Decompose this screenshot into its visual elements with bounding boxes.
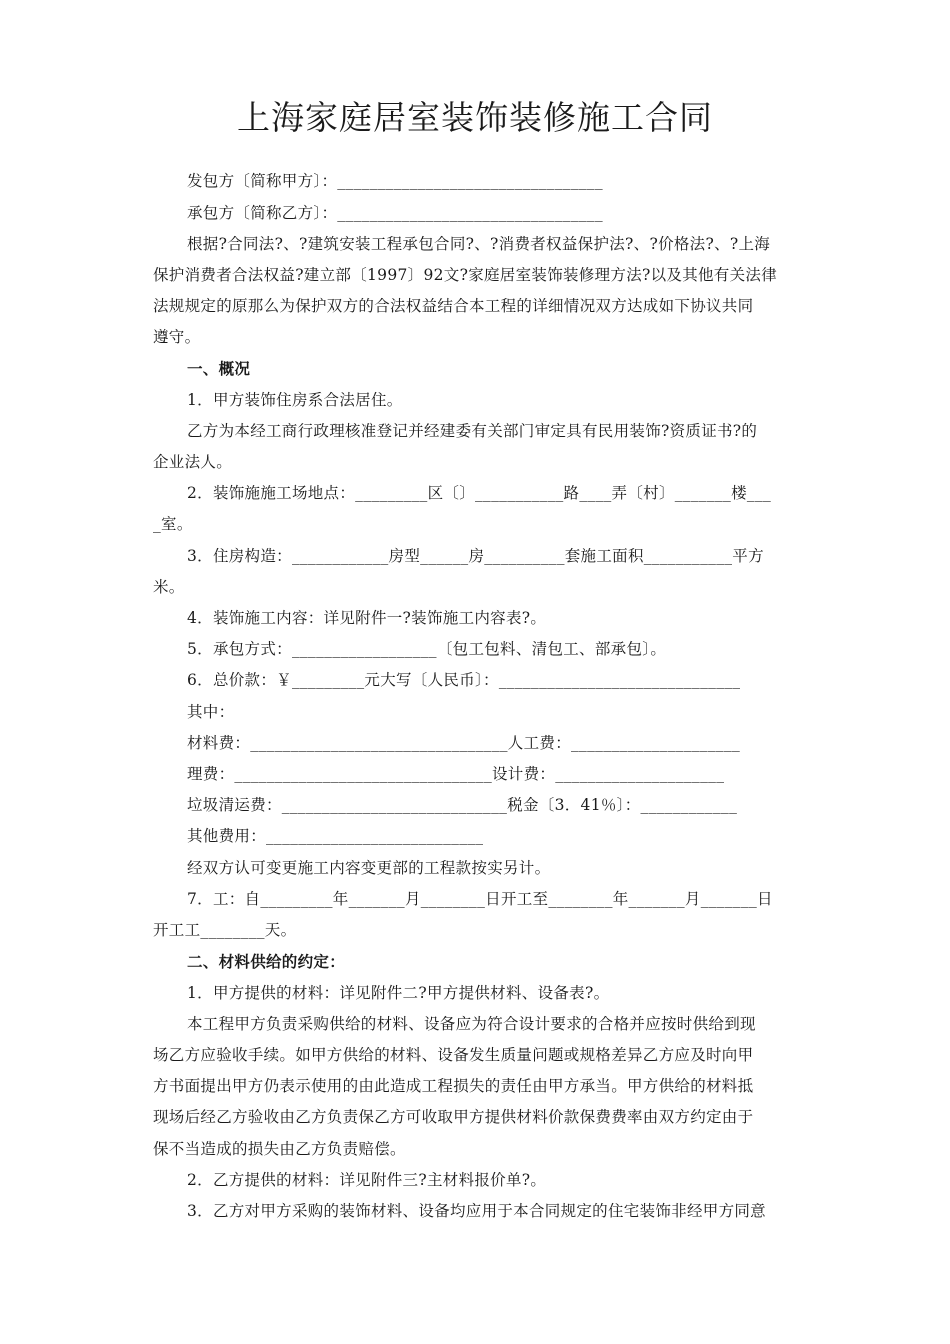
- clause-line: 1．甲方装饰住房系合法居住。: [187, 391, 403, 409]
- clause-line: _室。: [153, 515, 193, 533]
- clause-line: 米。: [153, 578, 185, 596]
- preamble-line: 遵守。: [153, 328, 201, 346]
- party-b-line: 承包方〔简称乙方〕：_________________________________: [187, 204, 603, 222]
- clause-line: 现场后经乙方验收由乙方负责保乙方可收取甲方提供材料价款保费费率由双方约定由于: [153, 1108, 754, 1126]
- clause-line: 本工程甲方负责采购供给的材料、设备应为符合设计要求的合格并应按时供给到现: [187, 1015, 756, 1033]
- document-title: 上海家庭居室装饰装修施工合同: [237, 98, 713, 137]
- clause-line: 其中：: [187, 703, 235, 721]
- clause-line: 1．甲方提供的材料：详见附件二?甲方提供材料、设备表?。: [187, 984, 610, 1002]
- clause-line: 2．装饰施施工场地点：_________区〔〕___________路____弄〔村〕_______楼___: [187, 484, 772, 502]
- section-heading-overview: 一、概况: [187, 359, 251, 378]
- clause-line: 3．乙方对甲方采购的装饰材料、设备均应用于本合同规定的住宅装饰非经甲方同意: [187, 1202, 766, 1220]
- schedule-line: 7．工：自_________年_______月________日开工至________年_______月_______日: [187, 890, 773, 908]
- preamble-line: 保护消费者合法权益?建立部〔1997〕92文?家庭居室装饰装修理方法?以及其他有关法律: [153, 266, 778, 284]
- clause-line: 乙方为本经工商行政理核准登记并经建委有关部门审定具有民用装饰?资质证书?的: [187, 422, 758, 440]
- clause-line: 6．总价款：￥_________元大写〔人民币〕：______________________________: [187, 671, 741, 689]
- clause-line: 4．装饰施工内容：详见附件一?装饰施工内容表?。: [187, 609, 547, 627]
- clause-line: 企业法人。: [153, 453, 233, 471]
- clause-line: 方书面提出甲方仍表示使用的由此造成工程损失的责任由甲方承当。甲方供给的材料抵: [153, 1077, 754, 1095]
- clause-line: 3．住房构造：____________房型______房__________套施工面积___________平方: [187, 547, 764, 565]
- fee-line: 理费：________________________________设计费：_____________________: [187, 765, 725, 783]
- preamble-line: 法规规定的原那么为保护双方的合法权益结合本工程的详细情况双方达成如下协议共同: [153, 297, 754, 315]
- fee-line: 其他费用：___________________________: [187, 827, 484, 845]
- fee-line: 材料费：________________________________人工费：_____________________: [187, 734, 741, 752]
- section-heading-materials: 二、材料供给的约定：: [187, 952, 346, 971]
- preamble-line: 根据?合同法?、?建筑安装工程承包合同?、?消费者权益保护法?、?价格法?、?上海: [187, 235, 771, 253]
- clause-line: 保不当造成的损失由乙方负责赔偿。: [153, 1140, 406, 1158]
- schedule-line: 开工工________天。: [153, 921, 297, 939]
- clause-line: 场乙方应验收手续。如甲方供给的材料、设备发生质量问题或规格差异乙方应及时向甲: [153, 1046, 754, 1064]
- fee-line: 垃圾清运费：____________________________税金〔3．41％〕：____________: [187, 796, 738, 814]
- clause-line: 5．承包方式：__________________〔包工包料、清包工、部承包〕。: [187, 640, 667, 658]
- party-a-line: 发包方〔简称甲方〕：_________________________________: [187, 172, 603, 190]
- clause-line: 2．乙方提供的材料：详见附件三?主材料报价单?。: [187, 1171, 547, 1189]
- clause-line: 经双方认可变更施工内容变更部的工程款按实另计。: [187, 859, 551, 877]
